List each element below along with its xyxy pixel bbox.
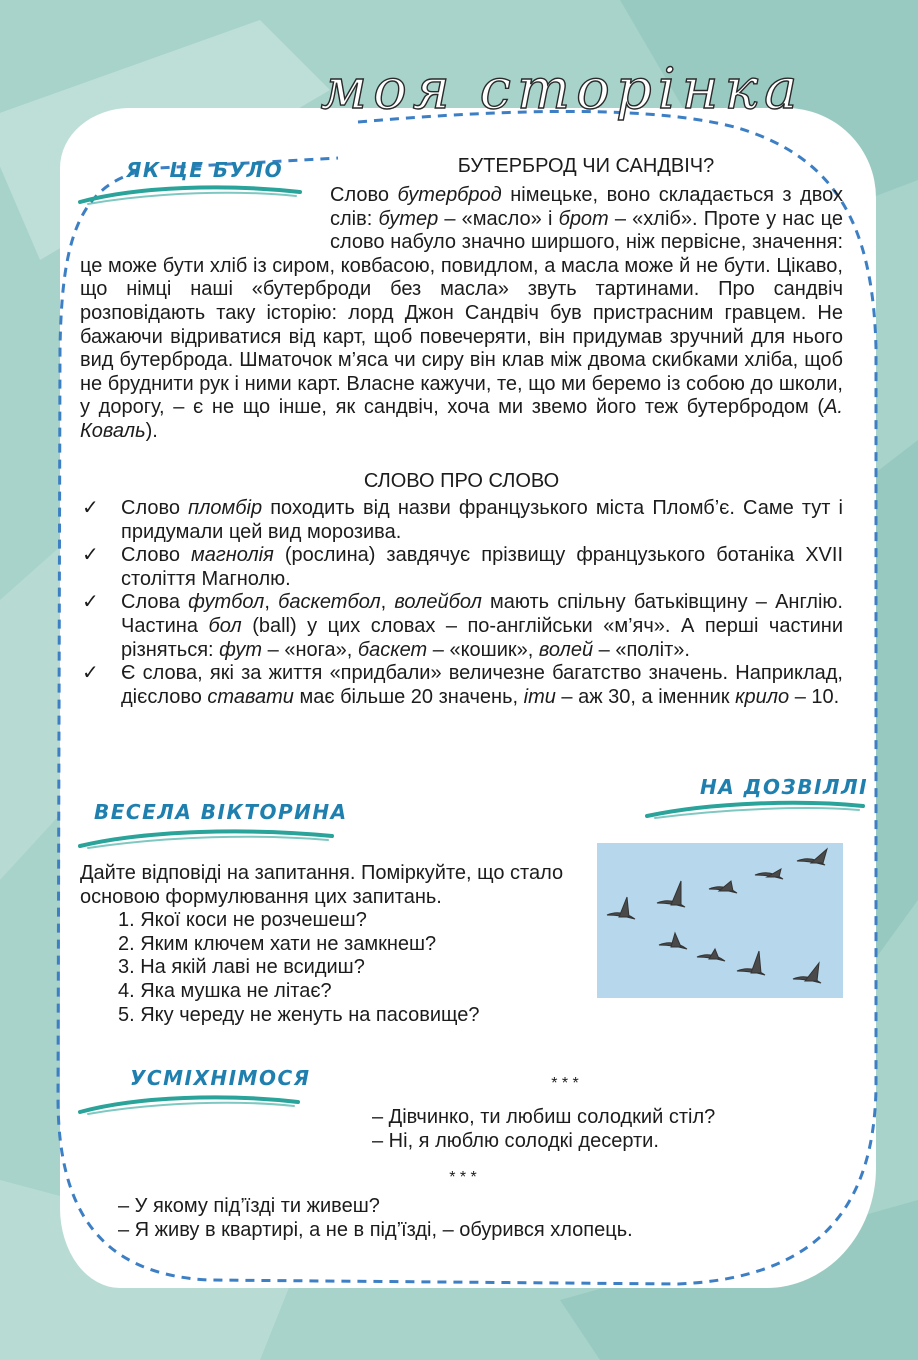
list-item: ✓ Слово магнолія (рослина) завдячує прізвищу французького ботаніка XVII століття Магнолю. bbox=[82, 544, 844, 590]
page-title-banner bbox=[320, 44, 804, 144]
list-item: 1. Якої коси не розчешеш? bbox=[118, 909, 367, 932]
geese-icon bbox=[597, 843, 843, 998]
check-icon: ✓ bbox=[82, 662, 99, 685]
history-term-2: бутер bbox=[378, 207, 439, 230]
list-item: 2. Яким ключем хати не замкнеш? bbox=[118, 932, 437, 955]
check-icon: ✓ bbox=[82, 591, 99, 614]
quiz-questions bbox=[80, 909, 580, 1027]
joke-separator-2: * * * bbox=[449, 1169, 477, 1186]
leisure-heading-stroke bbox=[643, 796, 868, 824]
list-item: ✓ Слова футбол, баскетбол, волейбол мають спільну батьківщину – Англію. Частина бол (ball) у цих словах – по-англійськи «м’яч». А перші частини різняться: фут – «нога», баскет – «кошик», волей – «політ». bbox=[82, 591, 843, 661]
quiz-heading-stroke bbox=[78, 822, 338, 852]
joke-2 bbox=[118, 1195, 818, 1242]
list-item: ✓ Є слова, які за життя «придбали» величезне багатство значень. Наприклад, дієслово ставати має більше 20 значень, іти – аж 30, а іменник крило – 10. bbox=[82, 662, 843, 708]
history-term-3: брот bbox=[558, 207, 609, 230]
history-text-c: – «масло» і bbox=[438, 207, 559, 230]
smile-heading-stroke bbox=[78, 1088, 303, 1118]
history-text-b: німецьке, воно складається з двох слів: bbox=[330, 184, 843, 230]
history-text-a: Слово bbox=[330, 184, 398, 206]
list-item: ✓ Слово пломбір походить від назви французького міста Пломб’є. Саме тут і придумали цей вид морозива. bbox=[82, 497, 843, 543]
list-item: 5. Яку череду не женуть на пасовище? bbox=[118, 1003, 480, 1026]
joke-line: – Я живу в квартирі, а не в під’їзді, – обурився хлопець. bbox=[118, 1218, 633, 1241]
article-title: БУТЕРБРОД ЧИ САНДВІЧ? bbox=[457, 155, 715, 177]
joke-line: – Дівчинко, ти любиш солодкий стіл? bbox=[372, 1106, 716, 1128]
page-title: моя сторінка bbox=[320, 57, 804, 122]
joke-1 bbox=[372, 1106, 842, 1153]
word-heading: СЛОВО ПРО СЛОВО bbox=[363, 470, 560, 492]
joke-line: – Ні, я люблю солодкі десерти. bbox=[372, 1129, 659, 1152]
history-text-e: ). bbox=[145, 419, 158, 442]
list-item: 3. На якій лаві не всидиш? bbox=[118, 956, 365, 979]
leisure-heading: НА ДОЗВІЛЛІ bbox=[700, 775, 869, 799]
check-icon: ✓ bbox=[82, 544, 99, 567]
word-list bbox=[80, 497, 843, 709]
quiz-intro: Дайте відповіді на запитання. Поміркуйте, що стало основою формулювання цих запитань. bbox=[80, 862, 564, 908]
smile-heading: УСМІХНІМОСЯ bbox=[130, 1066, 311, 1090]
check-icon: ✓ bbox=[82, 497, 99, 519]
flying-geese-photo bbox=[597, 843, 843, 998]
quiz-heading: ВЕСЕЛА ВІКТОРИНА bbox=[94, 800, 348, 824]
history-text-d: – «хліб». Проте у нас це слово набуло значно ширшого, ніж первісне, значення: це може бути хліб із сиром, ковбасою, повидлом, а масла може й не бути. Цікаво, що німці наші «бутерброди без масла» звуть тартинами. Про сандвіч розповідають таку історію: лорд Джон Сандвіч був пристрасним гравцем. Не бажаючи відриватися від карт, щоб повечеряти, він придумав зручний для нього вид бутерброда. Шматочок м’яса чи сиру він клав між двома скибками хліба, щоб не бруднити рук і ними карт. Власне кажучи, те, що ми беремо із собою до школи, у дорогу, – є не що інше, як сандвіч, хоча ми звемо його теж бутербродом ( bbox=[80, 207, 843, 419]
list-item: 4. Яка мушка не літає? bbox=[118, 979, 332, 1002]
history-term-1: бутерброд bbox=[397, 184, 502, 206]
joke-separator-1: * * * bbox=[551, 1075, 579, 1092]
history-author: А. Коваль bbox=[80, 396, 843, 442]
joke-line: – У якому під’їзді ти живеш? bbox=[118, 1195, 380, 1217]
quiz-body bbox=[80, 862, 580, 1027]
history-body bbox=[80, 184, 843, 444]
history-heading: ЯК ЦЕ БУЛО bbox=[126, 158, 284, 182]
